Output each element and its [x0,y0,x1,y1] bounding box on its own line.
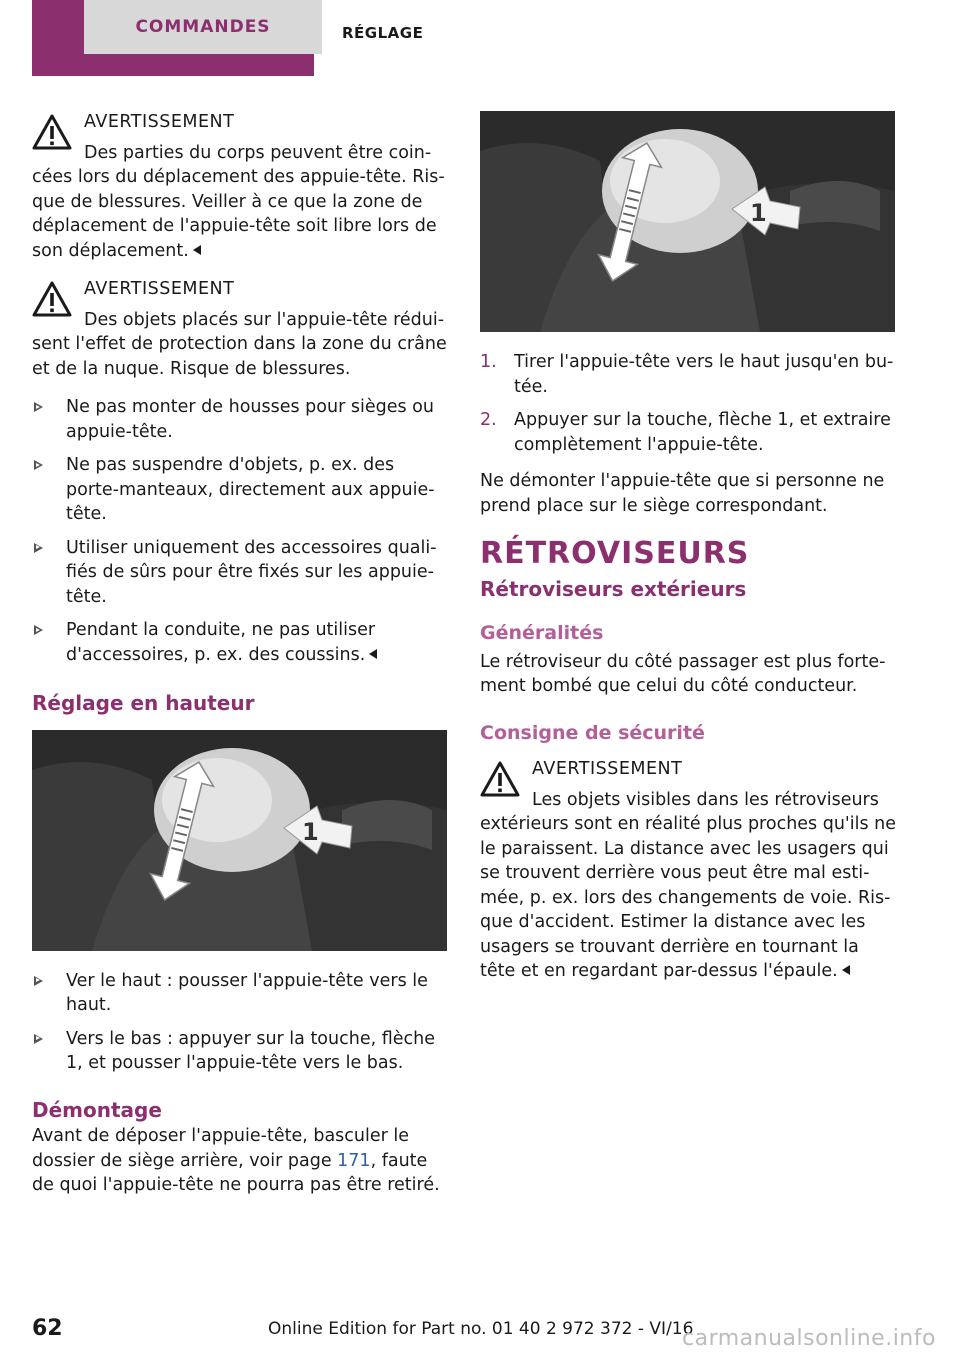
warning-block-pinch [32,110,450,263]
headrest-height-figure [32,730,447,951]
bullet-triangle-icon [34,460,43,470]
footer-edition: Online Edition for Part no. 01 40 2 972 372 - VI/16 [268,1319,694,1339]
header-tab [32,0,314,76]
headrest-illustration [480,111,895,332]
step-number: 1. [480,352,497,372]
warning-title: AVERTISSEMENT [84,279,235,299]
page-number: 62 [32,1316,63,1341]
removal-paragraph: Avant de déposer l'appuie-tête, basculer le dossier de siège arrière, voir page 171, faute de quoi l'appuie-tête ne pourra pas être retiré. [32,1126,440,1195]
warning-body: Les objets visibles dans les rétroviseurs extérieurs sont en réalité plus proches qu'ils ne le paraissent. La distance avec les usagers qui se trouvent derrière vous peut être mal estimée, p. ex. lors des changements de voie. Risque d'accident. Estimer la distance avec les usagers se trouvant derrière en tournant la tête et en regardant par-dessus l'épaule. [480,789,897,981]
header-tab-inner [84,0,322,54]
bullet-triangle-icon [34,625,43,635]
headrest-illustration [32,730,447,951]
section-label: RÉGLAGE [342,24,424,42]
warning-triangle-icon [32,114,72,150]
removal-steps [480,350,898,457]
page-link-171[interactable]: 171 [337,1150,371,1171]
left-column [32,110,450,1212]
warning-body: Des parties du corps peuvent être coincées lors du déplacement des appuie-tête. Risque de blessures. Veiller à ce que la zone de déplacement de l'appuie-tête soit libre lors de son déplacement. [32,142,445,261]
warning-title: AVERTISSEMENT [532,759,683,779]
list-item: Pendant la conduite, ne pas utiliser d'accessoires, p. ex. des coussins. [32,618,450,667]
list-item: Utiliser uniquement des accessoires qualifiés de sûrs pour être fixés sur les appuie-tête. [32,536,450,610]
figure-callout-1: 1 [750,199,767,227]
exterior-mirrors-heading: Rétroviseurs extérieurs [480,576,747,601]
list-item: 2. Appuyer sur la touche, flèche 1, et extraire complètement l'appuie-tête. [480,410,891,455]
step-number: 2. [480,410,497,430]
general-heading: Généralités [480,622,604,644]
warning-triangle-icon [32,281,72,317]
warning-bullet-list [32,395,450,667]
end-mark-icon [369,649,377,659]
warning-block-objects [32,277,450,381]
removal-note: Ne démonter l'appuie-tête que si personne ne prend place sur le siège correspondant. [480,471,885,516]
bullet-triangle-icon [34,1034,43,1044]
headrest-removal-figure [480,111,895,332]
chapter-label: COMMANDES [135,17,271,37]
warning-block-mirrors [480,757,898,984]
warning-triangle-icon [480,761,520,797]
bullet-triangle-icon [34,976,43,986]
list-item: Vers le bas : appuyer sur la touche, flèche 1, et pousser l'appuie-tête vers le bas. [32,1027,450,1076]
list-item: 1. Tirer l'appuie-tête vers le haut jusqu'en butée. [480,352,894,397]
watermark: carmanualsonline.info [682,1326,936,1351]
safety-heading: Consigne de sécurité [480,721,705,744]
warning-title: AVERTISSEMENT [84,112,235,132]
bullet-triangle-icon [34,402,43,412]
height-bullet-list [32,969,450,1076]
general-paragraph: Le rétroviseur du côté passager est plus fortement bombé que celui du côté conducteur. [480,651,886,696]
removal-heading: Démontage [32,1097,162,1122]
list-item: Ne pas monter de housses pour sièges ou appuie-tête. [32,395,450,444]
figure-callout-1: 1 [302,817,319,846]
mirrors-heading: RÉTROVISEURS [480,536,750,571]
list-item: Ver le haut : pousser l'appuie-tête vers le haut. [32,969,450,1018]
end-mark-icon [193,245,201,255]
list-item: Ne pas suspendre d'objets, p. ex. des porte-manteaux, directement aux appuie-tête. [32,453,450,527]
height-adjust-heading: Réglage en hauteur [32,691,255,715]
end-mark-icon [842,965,850,975]
bullet-triangle-icon [34,543,43,553]
right-column [480,110,898,998]
warning-body: Des objets placés sur l'appuie-tête réduisent l'effet de protection dans la zone du crâne et de la nuque. Risque de blessures. [32,309,447,379]
